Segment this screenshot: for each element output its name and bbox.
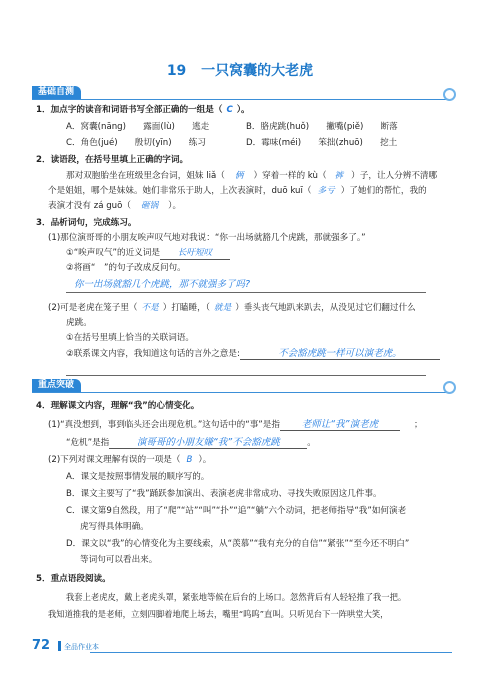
q2-line-1 (66, 171, 437, 182)
section-key-label: 重点突破 (32, 379, 81, 392)
q1-option-b: B．胳虎跳(huǒ) 撇嘴(piě) 断落 (246, 122, 398, 132)
q1-answer: C (226, 105, 233, 115)
q3-answer: 不会豁虎跳一样可以演老虎。 (240, 348, 440, 360)
q3-1-ii-answer: 你一出场就豁几个虎跳，那不就强多了吗? (74, 279, 251, 290)
q4-text: “危机”是指 (66, 438, 110, 448)
q3-text: ①“唉声叹气”的近义词是 (66, 248, 160, 258)
q4-answer: 演哥哥的小朋友嫌“我”不会豁虎跳 (109, 437, 307, 449)
q3-1-i (66, 248, 230, 260)
q4-2-stem (48, 455, 211, 466)
q3-answer: 长吁短叹 (160, 248, 230, 260)
q4-option-c: C．课文第9自然段，用了“爬”“站”“叫”“扑”“追”“躺”六个动词，把老师指导“我”如何演老 (66, 506, 407, 516)
q4-answer: B (186, 455, 193, 465)
section-basic-label: 基础自测 (32, 86, 81, 99)
q3-text: ②联系课文内容，我知道这句话的言外之意是: (66, 349, 240, 359)
q5-stem: 5．重点语段阅读。 (36, 574, 111, 584)
q2-line-2 (48, 186, 427, 197)
lesson-name: 一只窝囊的大老虎 (201, 63, 314, 79)
lesson-title (0, 60, 480, 80)
q2-text: 那对双胞胎坐在班级里念台词，姐妹 liǎ（ (66, 171, 225, 181)
q1-option-a: A．窝囊(nāng) 露面(lù) 逃走 (66, 122, 210, 132)
q3-text: (2)可是老虎在笼子里（ (48, 303, 138, 313)
q2-answer: 裤 (334, 171, 344, 181)
section-key-header (32, 381, 452, 393)
q4-answer: 老师让“我”演老虎 (280, 419, 400, 431)
q2-text: ）。 (168, 201, 182, 211)
q3-2-i: ①在括号里填上恰当的关联词语。 (66, 333, 195, 343)
q4-option-d: D．课文以“我”的心情变化为主要线索，从“羡慕”“我有充分的自信”“紧张”“至今还不明白” (66, 539, 410, 549)
series-name: 全品作业本 (64, 643, 99, 651)
q4-option-b: B．课文主要写了“我”踊跃参加演出、表演老虎非常成功、寻找失败原因这几件事。 (66, 489, 382, 499)
q3-text: ）打瞌睡，（ (162, 303, 210, 313)
q4-text: ）。 (198, 455, 212, 465)
q4-text: (1)“真没想到，事到临头还会出现危机。”这句话中的“事”是指 (48, 420, 280, 430)
q3-1-ii: ②将画“ ”的句子改成反问句。 (66, 263, 186, 273)
q1-option-c: C．角色(jué) 殷切(yīn) 练习 (66, 138, 206, 148)
q3-answer: 就是 (214, 303, 232, 313)
q3-stem: 3．品析词句，完成练习。 (36, 218, 137, 228)
q4-text: 。 (307, 438, 316, 448)
answer-line (66, 292, 426, 293)
q2-answer: 砸锅 (140, 201, 159, 211)
q2-text: ）穿着一样的 kù（ (253, 171, 327, 181)
q3-2-ii (66, 348, 440, 360)
footer-rule (90, 652, 452, 653)
q2-text: 表演才没有 zá guō（ (48, 201, 131, 211)
q1-stem (36, 105, 250, 116)
q5-para-1: 我套上老虎皮，戴上老虎头罩，紧张地等候在后台的上场口。忽然背后有人轻轻推了我一把。 (66, 592, 407, 602)
q4-text: (2)下列对课文理解有误的一项是（ (48, 455, 181, 465)
q4-1-line-2 (66, 437, 316, 449)
q1-option-d: D．霉味(méi) 笨拙(zhuō) 挖土 (246, 138, 398, 148)
q4-option-d-cont: 等词句可以看出来。 (80, 555, 158, 565)
q2-answer: 多亏 (317, 186, 335, 196)
q2-stem: 2．读语段，在括号里填上正确的字词。 (36, 155, 189, 165)
q2-line-3 (48, 201, 181, 212)
q4-option-a: A．课文是按照事情发展的顺序写的。 (66, 472, 210, 482)
q4-text: ； (413, 420, 423, 430)
q4-option-c-cont: 虎写得具体明确。 (80, 522, 149, 532)
section-end-circle-icon (443, 381, 456, 394)
q3-sentence-2 (48, 303, 416, 314)
q2-answer: 俩 (234, 171, 244, 181)
q3-answer: 不是 (141, 303, 159, 313)
q3-sentence-1: (1)那位演哥哥的小朋友唉声叹气地对我说：“你一出场就豁几个虎跳，那就强多了。” (48, 233, 366, 243)
q3-sentence-2-end: 虎跳。 (66, 318, 92, 328)
q4-1-line-1 (48, 419, 423, 431)
q1-stem-end: ）。 (236, 105, 250, 115)
q2-text: 个是姐姐，哪个是妹妹。她们非常乐于助人，上次表演时，duō kuī（ (48, 186, 312, 196)
answer-line (66, 375, 426, 376)
q3-text: ）垂头丧气地趴来趴去，从没见过它们翻过什么 (235, 303, 416, 313)
section-basic-header (32, 88, 452, 100)
q4-stem: 4．理解课文内容，理解“我”的心情变化。 (36, 401, 200, 411)
q2-text: ）子，让人分辨不清哪 (351, 171, 438, 181)
lesson-number: 19 (166, 63, 187, 79)
q5-para-2: 我知道推我的是老师，立刻四脚着地爬上场去，嘴里“呜呜”直叫。只听见台下一阵哄堂大笑， (48, 609, 389, 619)
q1-stem-text: 1．加点字的读音和词语书写全部正确的一组是（ (36, 105, 223, 115)
section-end-circle-icon (443, 88, 456, 101)
page-number-bar (58, 641, 61, 651)
q2-text: ）了她们的帮忙，我的 (340, 186, 427, 196)
page-number: 72 (32, 638, 51, 653)
